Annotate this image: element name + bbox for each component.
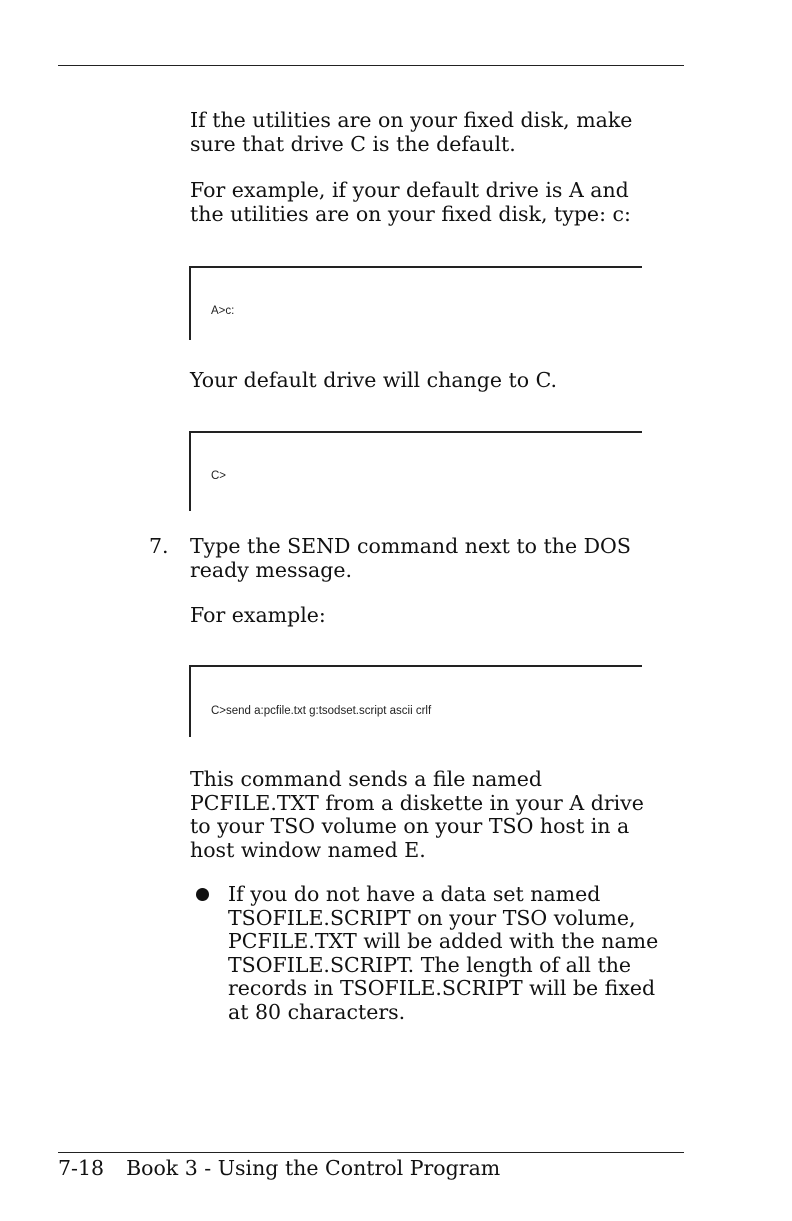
bottom-rule [58, 1152, 684, 1153]
page-number: 7-18 [58, 1156, 105, 1180]
footer-title: Book 3 - Using the Control Program [126, 1156, 501, 1180]
bullet-dot [196, 888, 209, 901]
screen-box-change-drive [189, 266, 642, 340]
paragraph-for-example: For example: [190, 603, 326, 627]
step-number: 7. [149, 534, 169, 558]
screen-text: C>send a:pcfile.txt g:tsodset.script ascii crlf [211, 705, 432, 717]
screen-text: A>c: [211, 305, 235, 317]
paragraph-command-explanation: This command sends a file named PCFILE.TXT from a diskette in your A drive to your TSO volume on your TSO host in a host window named E. [190, 767, 644, 862]
page-footer [58, 1155, 500, 1181]
screen-text: C> [211, 470, 227, 482]
screen-box-send-command [189, 665, 642, 737]
bullet-text: If you do not have a data set named TSOFILE.SCRIPT on your TSO volume, PCFILE.TXT will be added with the name TSOFILE.SCRIPT. The length of all the records in TSOFILE.SCRIPT will be fixed at 80 characters. [228, 882, 659, 1024]
top-rule [58, 65, 684, 66]
paragraph-fixed-disk: If the utilities are on your fixed disk, make sure that drive C is the default. [190, 108, 633, 156]
paragraph-default-drive-change: Your default drive will change to C. [190, 368, 558, 392]
paragraph-example-drive: For example, if your default drive is A and the utilities are on your fixed disk, type: c: [190, 178, 631, 226]
screen-box-prompt-c [189, 431, 642, 511]
step-text: Type the SEND command next to the DOS ready message. [190, 534, 631, 582]
